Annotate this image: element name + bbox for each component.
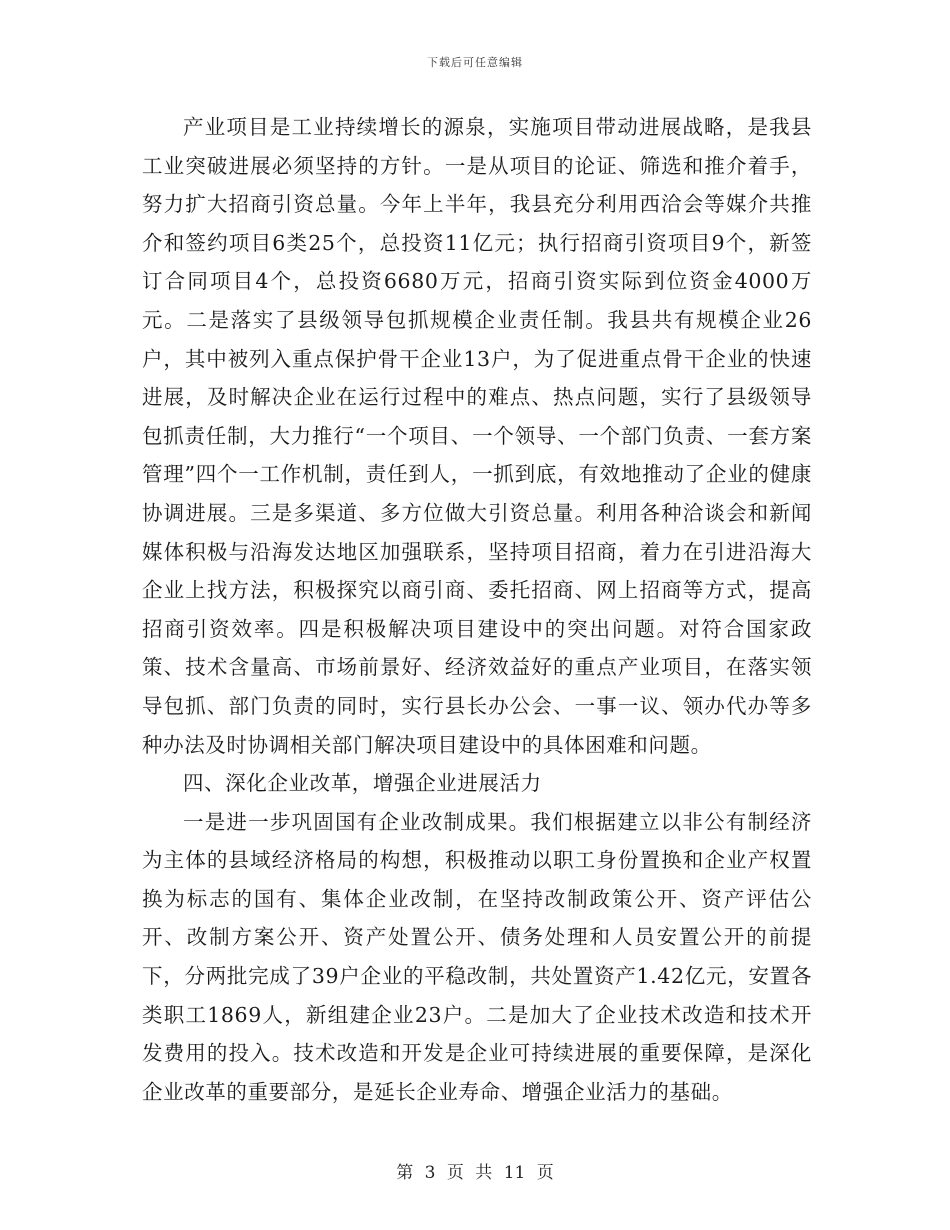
page-header: 下载后可任意编辑 bbox=[427, 56, 523, 69]
paragraph-industrial-projects: 产业项目是工业持续增长的源泉，实施项目带动进展战略，是我县工业突破进展必须坚持的方针。一是从项目的论证、筛选和推介着手，努力扩大招商引资总量。今年上半年，我县充分利用西洽会等媒介共推介和签约项目6类25个，总投资11亿元；执行招商引资项目9个，新签订合同项目4个，总投资6680万元，招商引资实际到位资金4000万元。二是落实了县级领导包抓规模企业责任制。我县共有规模企业26户，其中被列入重点保护骨干企业13户，为了促进重点骨干企业的快速进展，及时解决企业在运行过程中的难点、热点问题，实行了县级领导包抓责任制，大力推行“一个项目、一个领导、一个部门负责、一套方案管理”四个一工作机制，责任到人，一抓到底，有效地推动了企业的健康协调进展。三是多渠道、多方位做大引资总量。利用各种洽谈会和新闻媒体积极与沿海发达地区加强联系，坚持项目招商，着力在引进沿海大企业上找方法，积极探究以商引商、委托招商、网上招商等方式，提高招商引资效率。四是积极解决项目建设中的突出问题。对符合国家政策、技术含量高、市场前景好、经济效益好的重点产业项目，在落实领导包抓、部门负责的同时，实行县长办公会、一事一议、领办代办等多种办法及时协调相关部门解决项目建设中的具体困难和问题。 bbox=[142, 115, 812, 757]
page-number-footer: 第 3 页 共 11 页 bbox=[396, 1163, 554, 1183]
section-heading-enterprise-reform: 四、深化企业改革，增强企业进展活力 bbox=[183, 771, 542, 796]
document-body bbox=[142, 108, 812, 1111]
paragraph-state-enterprise-reform: 一是进一步巩固国有企业改制成果。我们根据建立以非公有制经济为主体的县域经济格局的构想，积极推动以职工身份置换和企业产权置换为标志的国有、集体企业改制，在坚持改制政策公开、资产评估公开、改制方案公开、资产处置公开、债务处理和人员安置公开的前提下，分两批完成了39户企业的平稳改制，共处置资产1.42亿元，安置各类职工1869人，新组建企业23户。二是加大了企业技术改造和技术开发费用的投入。技术改造和开发是企业可持续进展的重要保障，是深化企业改革的重要部分，是延长企业寿命、增强企业活力的基础。 bbox=[142, 809, 812, 1104]
